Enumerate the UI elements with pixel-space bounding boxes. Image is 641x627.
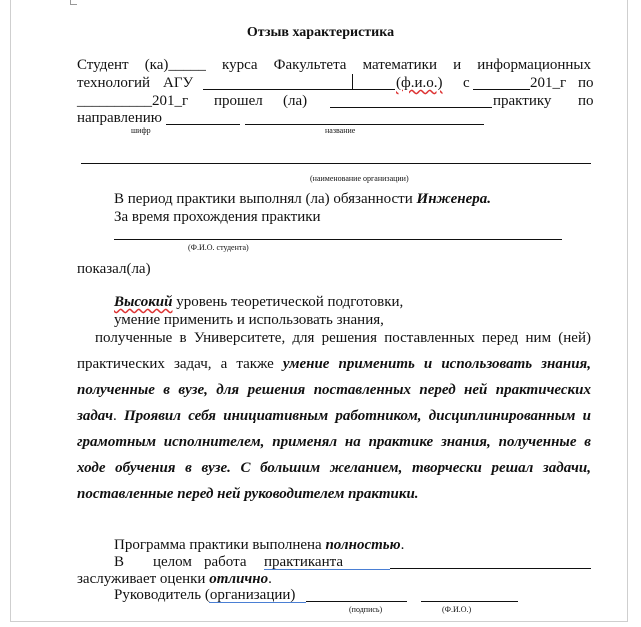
word-praktiku: практику xyxy=(493,93,552,109)
duties-role: Инженера. xyxy=(416,191,492,207)
intro-line-1 xyxy=(77,57,591,74)
word-ka: (ка)_____ xyxy=(144,57,206,73)
fio-blank-line xyxy=(203,89,395,90)
work-blank xyxy=(390,568,591,569)
para-line-2: полученные в вузе, для решения поставленных перед ней практических xyxy=(77,382,591,398)
para-l3-bold1: задач xyxy=(77,408,113,424)
word-proshel: прошел xyxy=(214,93,263,109)
word-fakulteta: Факультета xyxy=(273,57,347,73)
track-change-underline xyxy=(264,569,390,570)
duties-prefix: В период практики выполнял (ла) обязанности xyxy=(114,191,413,207)
showed-line: показал(ла) xyxy=(77,261,151,277)
para-l3-bold2: Проявил себя инициативным работником, дисциплинированным и xyxy=(124,408,592,424)
duties-line xyxy=(114,191,491,208)
word-po-2: по xyxy=(578,93,594,109)
word-kursa: курса xyxy=(222,57,258,73)
level-line xyxy=(114,294,403,311)
practice-type-blank xyxy=(330,107,492,108)
word-napravleniyu: направлению xyxy=(77,110,162,126)
student-fio-blank xyxy=(114,239,562,240)
organization-blank xyxy=(81,163,591,164)
fio-sign-blank xyxy=(421,601,518,602)
word-i: и xyxy=(453,57,462,73)
program-value: полностью xyxy=(325,537,401,553)
word-praktikanta: практиканта xyxy=(264,554,343,570)
word-s: с xyxy=(463,75,470,91)
word-year-from: 201_г xyxy=(530,75,567,91)
word-tehnologiy: технологий xyxy=(77,75,151,91)
para-line-3 xyxy=(77,408,591,425)
word-fio: (ф.и.о.) xyxy=(396,75,443,91)
word-student: Студент xyxy=(77,57,129,73)
para-l1-bold: умение применить и использовать знания, xyxy=(282,356,592,372)
ability-line: умение применить и использовать знания, xyxy=(114,312,384,328)
head-label: Руководитель xyxy=(114,587,202,603)
grade-suffix: . xyxy=(268,571,272,587)
word-agu: АГУ xyxy=(163,75,194,91)
caption-shifr: шифр xyxy=(131,126,151,135)
grade-prefix: заслуживает оценки xyxy=(77,571,206,587)
word-matematiki: математики xyxy=(362,57,437,73)
student-fio-caption: (Ф.И.О. студента) xyxy=(188,243,249,252)
program-suffix: . xyxy=(400,537,405,553)
program-prefix: Программа практики выполнена xyxy=(114,537,322,553)
received-line: полученные в Университете, для решения поставленных перед ним (ней) xyxy=(95,330,591,346)
word-year-to: 201_г xyxy=(152,93,189,109)
grade-line xyxy=(77,571,272,588)
para-line-1 xyxy=(77,356,591,373)
para-l3-plain: . xyxy=(112,408,117,424)
date-to-blank: __________ xyxy=(77,93,152,109)
word-v: В xyxy=(114,554,125,570)
word-rabota: работа xyxy=(204,554,247,570)
direction-name-blank xyxy=(245,124,484,125)
para-line-5: ходе обучения в вузе. С большим желанием, творчески решал задачи, xyxy=(77,460,591,476)
para-l1-plain: практических задач, а также xyxy=(77,356,274,372)
program-line xyxy=(114,537,404,554)
text-cursor xyxy=(352,74,353,89)
para-line-6: поставленные перед ней руководителем практики. xyxy=(77,486,419,502)
fio-caption: (Ф.И.О.) xyxy=(442,605,472,614)
level-word: Высокий xyxy=(114,294,173,310)
word-celom: целом xyxy=(153,554,192,570)
word-po: по xyxy=(578,75,594,91)
para-line-4: грамотным исполнителем, применял на практике знания, полученные в xyxy=(77,434,591,450)
word-informacionnyh: информационных xyxy=(477,57,592,73)
during-line: За время прохождения практики xyxy=(114,209,321,225)
date-from-blank xyxy=(473,89,530,90)
word-la: (ла) xyxy=(283,93,308,109)
head-org: (организации) xyxy=(204,587,296,603)
intro-line-2 xyxy=(77,75,150,92)
document-title: Отзыв характеристика xyxy=(246,25,395,40)
grade-value: отлично xyxy=(209,571,269,587)
caption-nazvanie: название xyxy=(325,126,356,135)
direction-code-blank xyxy=(166,124,240,125)
level-rest: уровень теоретической подготовки, xyxy=(176,294,404,310)
organization-caption: (наименование организации) xyxy=(310,174,409,183)
signature-blank xyxy=(306,601,407,602)
margin-corner-mark xyxy=(70,0,77,5)
org-track-underline xyxy=(209,602,306,603)
sign-caption: (подпись) xyxy=(349,605,383,614)
